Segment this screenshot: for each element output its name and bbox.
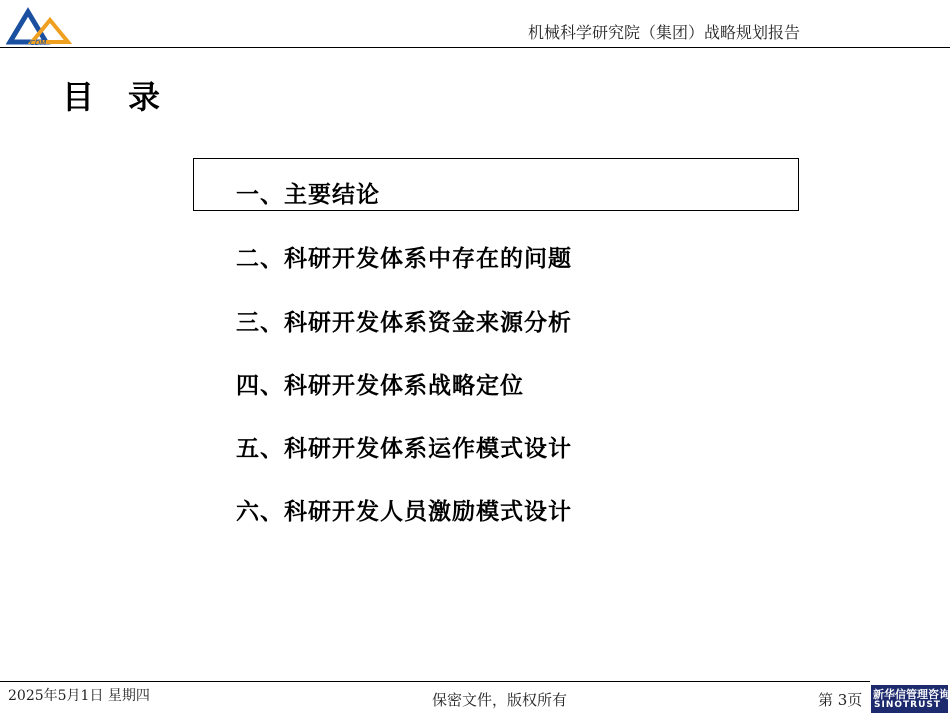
toc-item-2[interactable]: 二、科研开发体系中存在的问题 bbox=[236, 245, 572, 272]
logo-triangle-blue bbox=[10, 12, 46, 42]
toc-item-4[interactable]: 四、科研开发体系战略定位 bbox=[236, 372, 524, 399]
cdm-logo bbox=[6, 6, 72, 46]
page-number: 第 3页 bbox=[818, 691, 863, 709]
report-title: 机械科学研究院（集团）战略规划报告 bbox=[527, 23, 800, 42]
toc-item-1[interactable]: 一、主要结论 bbox=[236, 181, 380, 208]
confidentiality-notice: 保密文件，版权所有 bbox=[432, 691, 568, 709]
page-title: 目录 bbox=[62, 78, 195, 116]
footer-date: 2025年5月1日 星期四 bbox=[8, 688, 150, 704]
brand-cn-text: 新华信管理咨询 bbox=[873, 688, 950, 701]
toc-item-3[interactable]: 三、科研开发体系资金来源分析 bbox=[236, 309, 572, 336]
header-divider bbox=[0, 47, 950, 48]
sinotrust-logo bbox=[871, 685, 948, 713]
toc-item-6[interactable]: 六、科研开发人员激励模式设计 bbox=[236, 498, 572, 525]
toc-item-5[interactable]: 五、科研开发体系运作模式设计 bbox=[236, 435, 572, 462]
footer-divider bbox=[0, 681, 870, 682]
logo-text: CDM bbox=[30, 39, 47, 46]
brand-en-text: SINOTRUST bbox=[874, 700, 942, 710]
